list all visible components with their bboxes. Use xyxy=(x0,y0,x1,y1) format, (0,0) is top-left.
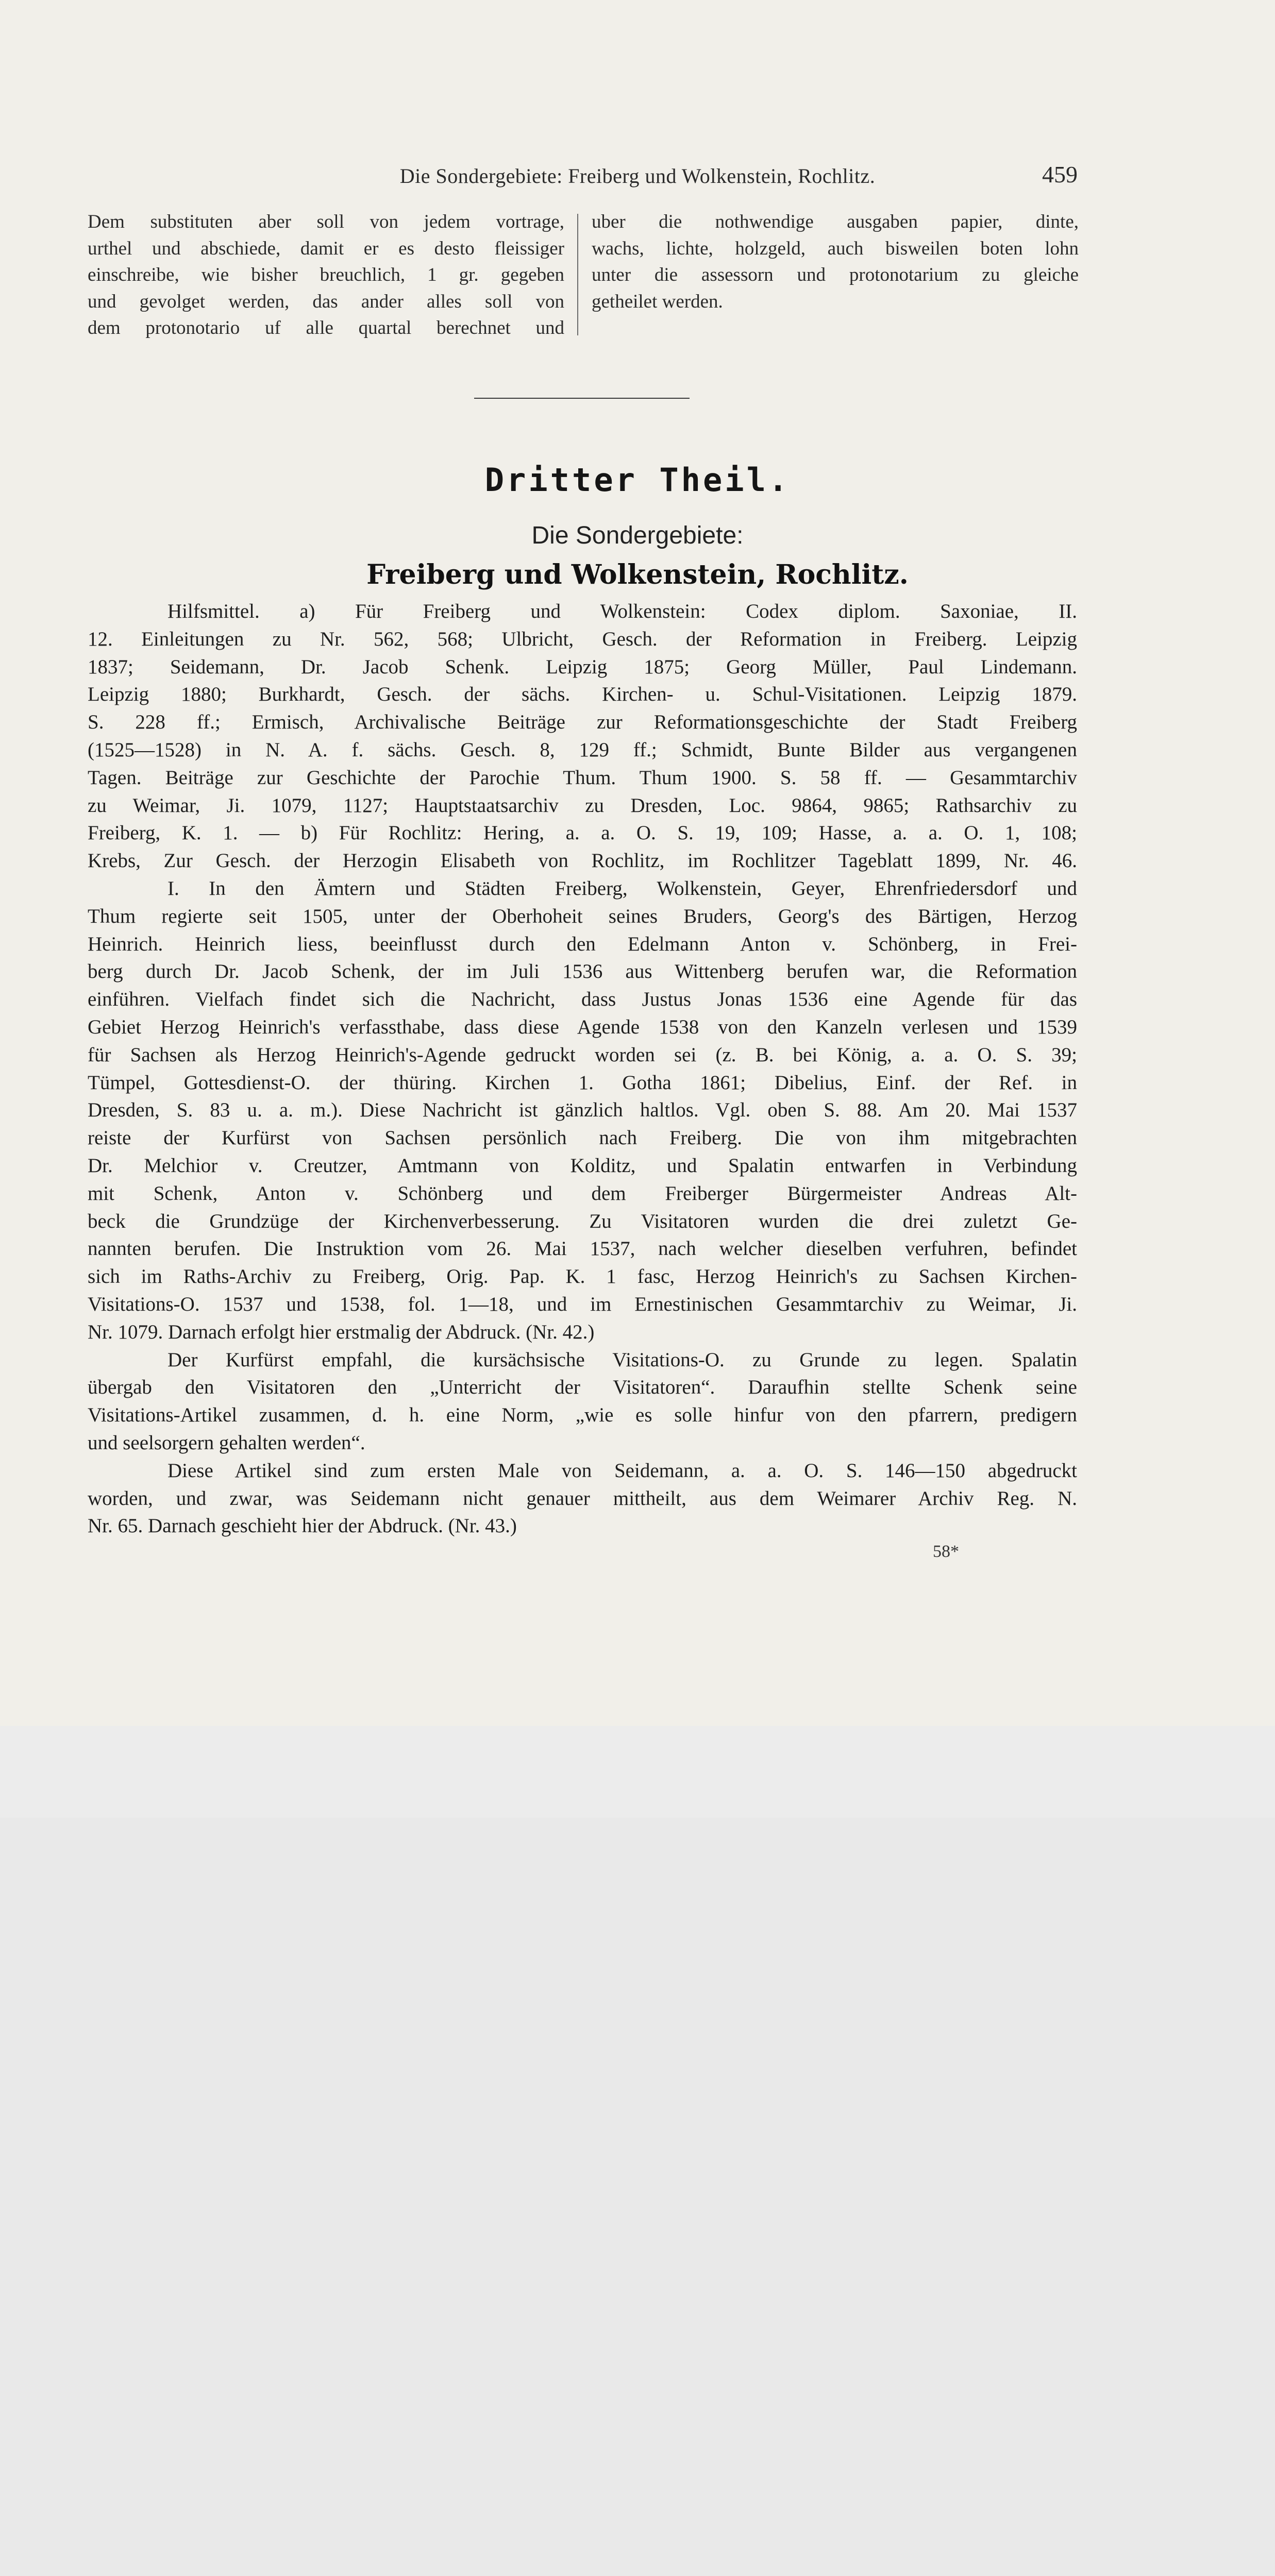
text-line: für Sachsen als Herzog Heinrich's-Agende gedruckt worden sei (z. B. bei König, a. a. O. S. 39; xyxy=(88,1043,1077,1066)
left-column xyxy=(88,209,564,342)
text-line: worden, und zwar, was Seidemann nicht genauer mittheilt, aus dem Weimarer Archiv Reg. N. xyxy=(88,1487,1077,1510)
text-line: dem protonotario uf alle quartal berechnet und xyxy=(88,317,564,338)
text-line: Dresden, S. 83 u. a. m.). Diese Nachricht ist gänzlich haltlos. Vgl. oben S. 88. Am 20. Mai 1537 xyxy=(88,1099,1077,1122)
text-line: Visitations-Artikel zusammen, d. h. eine Norm, „wie es solle hinfur von den pfarrern, predigern xyxy=(88,1404,1077,1427)
text-line: Krebs, Zur Gesch. der Herzogin Elisabeth von Rochlitz, im Rochlitzer Tageblatt 1899, Nr. 46. xyxy=(88,850,1077,872)
text-line: sich im Raths-Archiv zu Freiberg, Orig. Pap. K. 1 fasc, Herzog Heinrich's zu Sachsen Kirchen- xyxy=(88,1265,1077,1288)
section-subtitle: Die Sondergebiete: xyxy=(531,522,744,549)
section-heading: Freiberg und Wolkenstein, Rochlitz. xyxy=(366,559,909,590)
text-line: einführen. Vielfach findet sich die Nachricht, dass Justus Jonas 1536 eine Agende für das xyxy=(88,988,1077,1011)
text-line: Nr. 65. Darnach geschieht hier der Abdruck. (Nr. 43.) xyxy=(88,1515,517,1537)
column-rule xyxy=(577,214,578,335)
section-divider xyxy=(474,398,690,399)
text-line: Leipzig 1880; Burkhardt, Gesch. der sächs. Kirchen- u. Schul-Visitationen. Leipzig 1879. xyxy=(88,683,1077,706)
text-line: Nr. 1079. Darnach erfolgt hier erstmalig der Abdruck. (Nr. 42.) xyxy=(88,1320,595,1343)
signature-mark: 58* xyxy=(933,1542,959,1561)
text-line: zu Weimar, Ji. 1079, 1127; Hauptstaatsarchiv zu Dresden, Loc. 9864, 9865; Rathsarchiv zu xyxy=(88,794,1077,817)
text-line: 12. Einleitungen zu Nr. 562, 568; Ulbricht, Gesch. der Reformation in Freiberg. Leipzig xyxy=(88,628,1077,650)
text-line: urthel und abschiede, damit er es desto fleissiger xyxy=(88,238,564,259)
text-line: Freiberg, K. 1. — b) Für Rochlitz: Hering, a. a. O. S. 19, 109; Hasse, a. a. O. 1, 108; xyxy=(88,822,1077,844)
text-line: getheilet werden. xyxy=(592,291,723,312)
text-line: nannten berufen. Die Instruktion vom 26. Mai 1537, nach welcher dieselben verfuhren, befindet xyxy=(88,1238,1077,1260)
text-line: einschreibe, wie bisher breuchlich, 1 gr. gegeben xyxy=(88,264,564,285)
text-line: wachs, lichte, holzgeld, auch bisweilen boten lohn xyxy=(592,238,1079,259)
text-line: Hilfsmittel. a) Für Freiberg und Wolkenstein: Codex diplom. Saxoniae, II. xyxy=(167,600,1077,622)
text-line: (1525—1528) in N. A. f. sächs. Gesch. 8, 129 ff.; Schmidt, Bunte Bilder aus vergangenen xyxy=(88,738,1077,761)
text-line: Heinrich. Heinrich liess, beeinflusst durch den Edelmann Anton v. Schönberg, in Frei- xyxy=(88,933,1077,955)
text-line: Tümpel, Gottesdienst-O. der thüring. Kirchen 1. Gotha 1861; Dibelius, Einf. der Ref. in xyxy=(88,1071,1077,1094)
page-number: 459 xyxy=(1042,161,1078,188)
part-title: Dritter Theil. xyxy=(484,461,791,499)
text-line: Visitations-O. 1537 und 1538, fol. 1—18, und im Ernestinischen Gesammtarchiv zu Weimar, Ji. xyxy=(88,1293,1077,1315)
running-title: Die Sondergebiete: Freiberg und Wolkenstein, Rochlitz. xyxy=(399,164,876,188)
text-line: Gebiet Herzog Heinrich's verfassthabe, dass diese Agende 1538 von den Kanzeln verlesen und 1539 xyxy=(88,1015,1077,1038)
text-line: mit Schenk, Anton v. Schönberg und dem Freiberger Bürgermeister Andreas Alt- xyxy=(88,1182,1077,1205)
text-line: reiste der Kurfürst von Sachsen persönlich nach Freiberg. Die von ihm mitgebrachten xyxy=(88,1127,1077,1149)
text-line: beck die Grundzüge der Kirchenverbesserung. Zu Visitatoren wurden die drei zuletzt Ge- xyxy=(88,1210,1077,1232)
footer-bar xyxy=(0,1726,1275,1818)
body-text xyxy=(88,598,1077,1540)
text-line: Thum regierte seit 1505, unter der Oberhoheit seines Bruders, Georg's des Bärtigen, Herzog xyxy=(88,905,1077,927)
right-column xyxy=(592,209,1079,315)
text-line: S. 228 ff.; Ermisch, Archivalische Beiträge zur Reformationsgeschichte der Stadt Freiberg xyxy=(88,711,1077,734)
text-line: Diese Artikel sind zum ersten Male von Seidemann, a. a. O. S. 146—150 abgedruckt xyxy=(167,1459,1077,1482)
two-column-fragment xyxy=(88,209,1077,337)
text-line: 1837; Seidemann, Dr. Jacob Schenk. Leipzig 1875; Georg Müller, Paul Lindemann. xyxy=(88,655,1077,678)
text-line: übergab den Visitatoren den „Unterricht der Visitatoren“. Daraufhin stellte Schenk seine xyxy=(88,1376,1077,1399)
text-line: berg durch Dr. Jacob Schenk, der im Juli 1536 aus Wittenberg berufen war, die Reformation xyxy=(88,960,1077,983)
text-line: I. In den Ämtern und Städten Freiberg, Wolkenstein, Geyer, Ehrenfriedersdorf und xyxy=(167,877,1077,900)
text-line: Der Kurfürst empfahl, die kursächsische Visitations-O. zu Grunde zu legen. Spalatin xyxy=(167,1348,1077,1371)
text-line: uber die nothwendige ausgaben papier, dinte, xyxy=(592,211,1079,232)
text-line: und gevolget werden, das ander alles soll von xyxy=(88,291,564,312)
text-line: Dr. Melchior v. Creutzer, Amtmann von Kolditz, und Spalatin entwarfen in Verbindung xyxy=(88,1154,1077,1177)
text-line: und seelsorgern gehalten werden“. xyxy=(88,1431,365,1454)
text-line: unter die assessorn und protonotarium zu gleiche xyxy=(592,264,1079,285)
text-line: Tagen. Beiträge zur Geschichte der Parochie Thum. Thum 1900. S. 58 ff. — Gesammtarchiv xyxy=(88,766,1077,789)
text-line: Dem substituten aber soll von jedem vortrage, xyxy=(88,211,564,232)
